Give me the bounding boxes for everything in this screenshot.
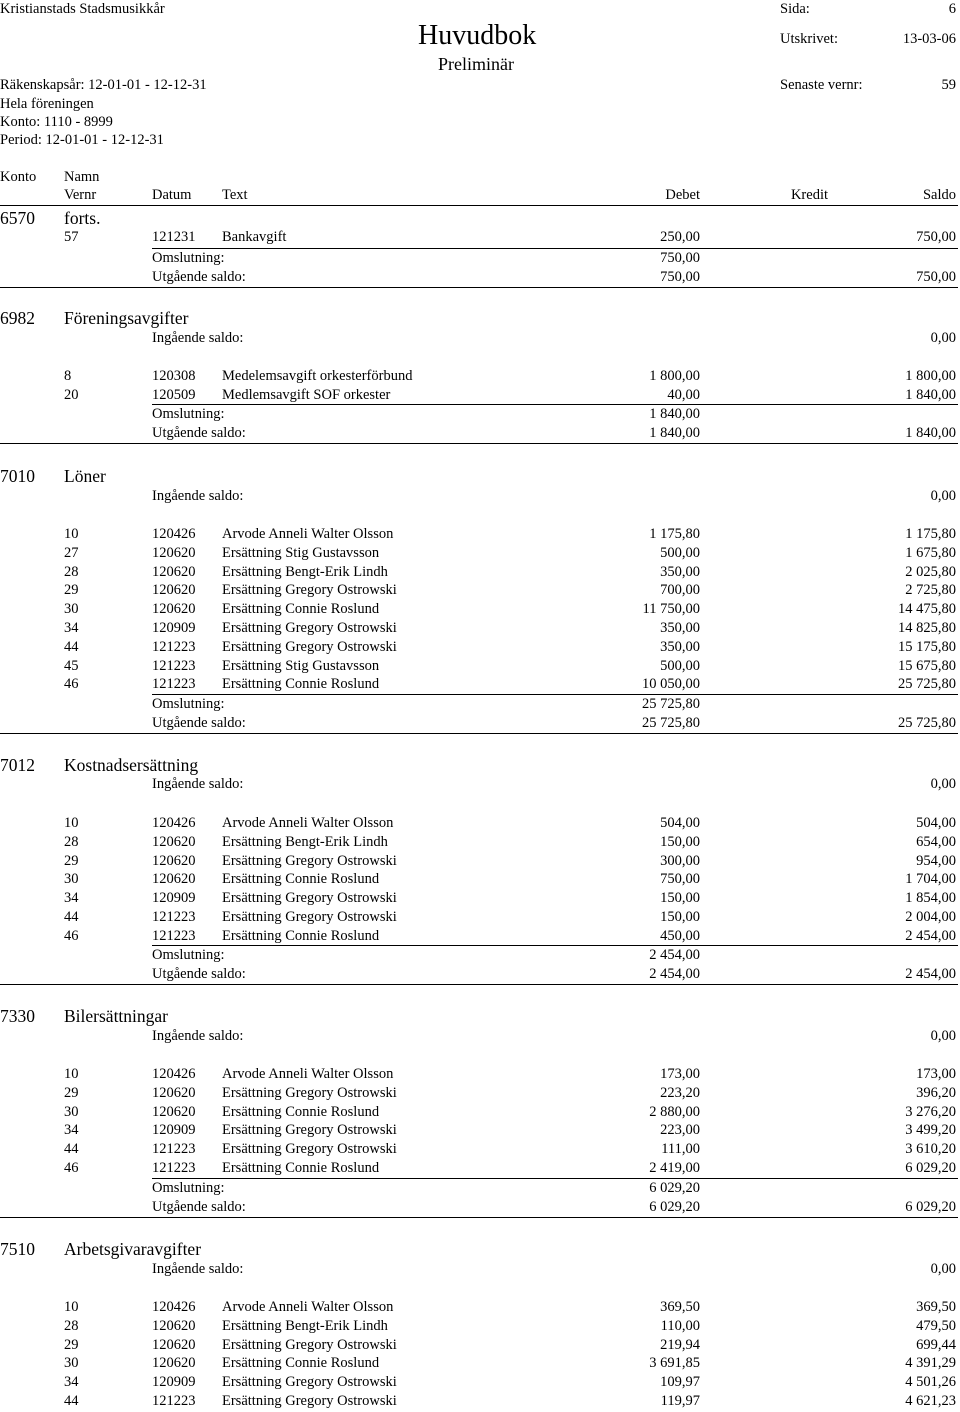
account-number: 6570 xyxy=(0,208,35,228)
row-text: Medlemsavgift SOF orkester xyxy=(222,386,391,403)
row-text: Ersättning Gregory Ostrowski xyxy=(222,1084,397,1101)
senaste-vernr-value: 59 xyxy=(941,77,956,93)
row-vernr: 44 xyxy=(64,909,79,925)
col-vernr: Vernr xyxy=(64,187,97,203)
row-datum: 120620 xyxy=(152,1103,196,1120)
col-kredit: Kredit xyxy=(790,187,828,203)
col-datum: Datum xyxy=(152,187,192,203)
utgaende-debet: 6 029,20 xyxy=(649,1199,700,1215)
row-saldo: 396,20 xyxy=(916,1084,956,1101)
row-datum: 120620 xyxy=(152,852,196,869)
col-debet: Debet xyxy=(665,187,700,203)
ingaende-label: Ingående saldo: xyxy=(152,776,244,792)
row-text: Bankavgift xyxy=(222,229,287,245)
ingaende-saldo: 0,00 xyxy=(930,776,956,792)
row-text: Ersättning Bengt-Erik Lindh xyxy=(222,1317,388,1334)
org-name: Kristianstads Stadsmusikkår xyxy=(0,1,165,17)
section-end-rule xyxy=(0,984,958,985)
row-vernr: 20 xyxy=(64,386,79,403)
row-datum: 120909 xyxy=(152,620,196,636)
row-saldo: 25 725,80 xyxy=(898,676,956,693)
row-vernr: 10 xyxy=(64,526,79,542)
ingaende-label: Ingående saldo: xyxy=(152,1028,244,1044)
row-saldo: 6 029,20 xyxy=(905,1160,956,1176)
omslutning-label: Omslutning: xyxy=(152,250,225,266)
row-datum: 121223 xyxy=(152,657,196,674)
col-saldo: Saldo xyxy=(922,187,956,203)
row-text: Medelemsavgift orkesterförbund xyxy=(222,368,413,384)
rows-end-rule xyxy=(152,404,958,405)
row-datum: 121223 xyxy=(152,1393,196,1409)
row-debet: 2 880,00 xyxy=(649,1103,700,1120)
row-saldo: 15 675,80 xyxy=(898,657,956,674)
row-datum: 121223 xyxy=(152,676,196,693)
row-text: Ersättning Connie Roslund xyxy=(222,927,380,944)
row-text: Ersättning Gregory Ostrowski xyxy=(222,1141,397,1158)
row-saldo: 4 621,23 xyxy=(905,1393,956,1409)
row-text: Arvode Anneli Walter Olsson xyxy=(222,1299,394,1315)
rows-end-rule xyxy=(152,248,958,249)
account-name: Arbetsgivaravgifter xyxy=(64,1239,202,1259)
utgaende-saldo: 25 725,80 xyxy=(898,715,956,731)
utskrivet-label: Utskrivet: xyxy=(780,31,838,47)
header-rule xyxy=(0,205,958,206)
row-datum: 121223 xyxy=(152,1141,196,1158)
row-text: Ersättning Gregory Ostrowski xyxy=(222,1336,397,1353)
row-saldo: 1 800,00 xyxy=(905,368,956,384)
sida-label: Sida: xyxy=(780,1,810,17)
rakenskapsar: Räkenskapsår: 12-01-01 - 12-12-31 xyxy=(0,77,207,93)
row-debet: 350,00 xyxy=(660,620,700,636)
ingaende-label: Ingående saldo: xyxy=(152,330,244,346)
row-debet: 150,00 xyxy=(660,909,700,925)
row-saldo: 750,00 xyxy=(916,229,956,245)
row-vernr: 34 xyxy=(64,1122,79,1139)
account-name: Bilersättningar xyxy=(64,1006,169,1026)
row-text: Arvode Anneli Walter Olsson xyxy=(222,815,394,831)
row-saldo: 1 840,00 xyxy=(905,386,956,403)
row-vernr: 8 xyxy=(64,368,72,384)
row-saldo: 1 854,00 xyxy=(905,890,956,907)
row-saldo: 654,00 xyxy=(916,833,956,850)
ingaende-saldo: 0,00 xyxy=(930,488,956,504)
row-vernr: 46 xyxy=(64,927,79,944)
row-text: Ersättning Bengt-Erik Lindh xyxy=(222,563,388,580)
period: Period: 12-01-01 - 12-12-31 xyxy=(0,132,164,148)
row-vernr: 28 xyxy=(64,563,79,580)
row-text: Ersättning Connie Roslund xyxy=(222,601,380,618)
row-vernr: 30 xyxy=(64,1103,79,1120)
row-saldo: 15 175,80 xyxy=(898,638,956,655)
row-datum: 120620 xyxy=(152,871,196,888)
row-vernr: 28 xyxy=(64,1317,79,1334)
account-number: 6982 xyxy=(0,308,35,328)
utgaende-label: Utgående saldo: xyxy=(152,425,246,441)
row-vernr: 30 xyxy=(64,871,79,888)
row-saldo: 2 025,80 xyxy=(905,563,956,580)
row-vernr: 10 xyxy=(64,1066,79,1082)
row-text: Ersättning Stig Gustavsson xyxy=(222,657,380,674)
section-end-rule xyxy=(0,287,958,288)
row-debet: 150,00 xyxy=(660,833,700,850)
row-debet: 40,00 xyxy=(667,386,700,403)
row-debet: 119,97 xyxy=(660,1393,700,1409)
account-number: 7012 xyxy=(0,755,35,775)
row-vernr: 44 xyxy=(64,638,79,655)
row-vernr: 44 xyxy=(64,1141,79,1158)
row-debet: 1 175,80 xyxy=(649,526,700,542)
row-saldo: 2 725,80 xyxy=(905,582,956,599)
row-datum: 120620 xyxy=(152,833,196,850)
account-number: 7510 xyxy=(0,1239,35,1259)
row-debet: 219,94 xyxy=(660,1336,700,1353)
row-debet: 350,00 xyxy=(660,638,700,655)
row-datum: 121231 xyxy=(152,229,196,245)
row-saldo: 479,50 xyxy=(916,1317,956,1334)
row-vernr: 45 xyxy=(64,657,79,674)
row-datum: 121223 xyxy=(152,1160,196,1176)
row-text: Ersättning Gregory Ostrowski xyxy=(222,909,397,925)
row-vernr: 10 xyxy=(64,815,79,831)
account-number: 7010 xyxy=(0,466,35,486)
ingaende-label: Ingående saldo: xyxy=(152,1261,244,1277)
ingaende-saldo: 0,00 xyxy=(930,1028,956,1044)
row-datum: 120620 xyxy=(152,544,196,561)
row-text: Ersättning Gregory Ostrowski xyxy=(222,1374,397,1391)
omslutning-value: 2 454,00 xyxy=(649,947,700,963)
col-namn: Namn xyxy=(64,169,100,185)
row-debet: 504,00 xyxy=(660,815,700,831)
row-saldo: 14 825,80 xyxy=(898,620,956,636)
row-datum: 120909 xyxy=(152,1122,196,1139)
row-saldo: 3 499,20 xyxy=(905,1122,956,1139)
row-saldo: 14 475,80 xyxy=(898,601,956,618)
row-debet: 350,00 xyxy=(660,563,700,580)
row-vernr: 57 xyxy=(64,229,79,245)
row-saldo: 3 610,20 xyxy=(905,1141,956,1158)
rows-end-rule xyxy=(152,1178,958,1179)
row-debet: 700,00 xyxy=(660,582,700,599)
utgaende-saldo: 1 840,00 xyxy=(905,425,956,441)
row-debet: 500,00 xyxy=(660,657,700,674)
col-konto: Konto xyxy=(0,169,37,185)
row-datum: 121223 xyxy=(152,638,196,655)
row-debet: 110,00 xyxy=(660,1317,700,1334)
row-datum: 121223 xyxy=(152,909,196,925)
row-saldo: 954,00 xyxy=(916,852,956,869)
omslutning-label: Omslutning: xyxy=(152,1180,225,1196)
utgaende-label: Utgående saldo: xyxy=(152,269,246,285)
row-debet: 10 050,00 xyxy=(642,676,700,693)
row-datum: 120426 xyxy=(152,1066,196,1082)
row-debet: 750,00 xyxy=(660,871,700,888)
section-end-rule xyxy=(0,443,958,444)
row-saldo: 4 501,26 xyxy=(905,1374,956,1391)
row-saldo: 1 704,00 xyxy=(905,871,956,888)
report-title: Huvudbok xyxy=(418,20,537,51)
row-debet: 3 691,85 xyxy=(649,1355,700,1372)
utgaende-debet: 25 725,80 xyxy=(642,715,700,731)
row-debet: 111,00 xyxy=(661,1141,700,1158)
row-debet: 109,97 xyxy=(660,1374,700,1391)
row-text: Arvode Anneli Walter Olsson xyxy=(222,526,394,542)
konto-range: Konto: 1110 - 8999 xyxy=(0,114,113,130)
row-debet: 450,00 xyxy=(660,927,700,944)
row-saldo: 504,00 xyxy=(916,815,956,831)
row-vernr: 29 xyxy=(64,582,79,599)
omslutning-value: 25 725,80 xyxy=(642,696,700,712)
row-datum: 120909 xyxy=(152,1374,196,1391)
row-text: Ersättning Gregory Ostrowski xyxy=(222,890,397,907)
row-vernr: 34 xyxy=(64,1374,79,1391)
account-name: forts. xyxy=(64,208,101,228)
omslutning-label: Omslutning: xyxy=(152,696,225,712)
row-text: Ersättning Gregory Ostrowski xyxy=(222,582,397,599)
row-saldo: 2 454,00 xyxy=(905,927,956,944)
row-text: Ersättning Gregory Ostrowski xyxy=(222,1122,397,1139)
forening: Hela föreningen xyxy=(0,96,94,112)
row-vernr: 29 xyxy=(64,1336,79,1353)
row-datum: 121223 xyxy=(152,927,196,944)
ingaende-saldo: 0,00 xyxy=(930,1261,956,1277)
row-vernr: 29 xyxy=(64,1084,79,1101)
row-datum: 120426 xyxy=(152,815,196,831)
account-name: Löner xyxy=(64,466,106,486)
row-datum: 120308 xyxy=(152,368,196,384)
row-text: Arvode Anneli Walter Olsson xyxy=(222,1066,394,1082)
rows-end-rule xyxy=(152,945,958,946)
row-datum: 120620 xyxy=(152,1336,196,1353)
rows-end-rule xyxy=(152,694,958,695)
account-name: Kostnadsersättning xyxy=(64,755,199,775)
row-debet: 223,20 xyxy=(660,1084,700,1101)
row-debet: 150,00 xyxy=(660,890,700,907)
row-text: Ersättning Connie Roslund xyxy=(222,676,380,693)
ingaende-label: Ingående saldo: xyxy=(152,488,244,504)
row-vernr: 27 xyxy=(64,544,79,561)
account-number: 7330 xyxy=(0,1006,35,1026)
row-datum: 120426 xyxy=(152,1299,196,1315)
row-text: Ersättning Connie Roslund xyxy=(222,1160,380,1176)
row-debet: 2 419,00 xyxy=(649,1160,700,1176)
omslutning-label: Omslutning: xyxy=(152,406,225,422)
row-debet: 369,50 xyxy=(660,1299,700,1315)
row-debet: 300,00 xyxy=(660,852,700,869)
row-vernr: 46 xyxy=(64,1160,79,1176)
report-subtitle: Preliminär xyxy=(438,54,514,74)
row-saldo: 3 276,20 xyxy=(905,1103,956,1120)
row-saldo: 2 004,00 xyxy=(905,909,956,925)
section-end-rule xyxy=(0,1217,958,1218)
utgaende-saldo: 2 454,00 xyxy=(905,966,956,982)
row-saldo: 699,44 xyxy=(916,1336,956,1353)
row-text: Ersättning Gregory Ostrowski xyxy=(222,620,397,636)
row-datum: 120620 xyxy=(152,601,196,618)
row-text: Ersättning Gregory Ostrowski xyxy=(222,638,397,655)
row-saldo: 369,50 xyxy=(916,1299,956,1315)
row-debet: 173,00 xyxy=(660,1066,700,1082)
row-text: Ersättning Gregory Ostrowski xyxy=(222,1393,397,1409)
col-text: Text xyxy=(222,187,248,203)
utgaende-debet: 2 454,00 xyxy=(649,966,700,982)
row-vernr: 30 xyxy=(64,1355,79,1372)
row-debet: 1 800,00 xyxy=(649,368,700,384)
utgaende-label: Utgående saldo: xyxy=(152,966,246,982)
row-vernr: 10 xyxy=(64,1299,79,1315)
utgaende-label: Utgående saldo: xyxy=(152,1199,246,1215)
utgaende-debet: 750,00 xyxy=(660,269,700,285)
utgaende-label: Utgående saldo: xyxy=(152,715,246,731)
row-vernr: 29 xyxy=(64,852,79,869)
row-datum: 120426 xyxy=(152,526,196,542)
row-datum: 120620 xyxy=(152,563,196,580)
row-vernr: 44 xyxy=(64,1393,79,1409)
row-saldo: 1 675,80 xyxy=(905,544,956,561)
omslutning-value: 6 029,20 xyxy=(649,1180,700,1196)
row-text: Ersättning Bengt-Erik Lindh xyxy=(222,833,388,850)
row-debet: 250,00 xyxy=(660,229,700,245)
omslutning-value: 1 840,00 xyxy=(649,406,700,422)
row-text: Ersättning Connie Roslund xyxy=(222,871,380,888)
row-datum: 120620 xyxy=(152,1084,196,1101)
row-datum: 120509 xyxy=(152,386,196,403)
omslutning-value: 750,00 xyxy=(660,250,700,266)
row-datum: 120620 xyxy=(152,1317,196,1334)
account-name: Föreningsavgifter xyxy=(64,308,189,328)
senaste-vernr-label: Senaste vernr: xyxy=(780,77,863,93)
row-vernr: 28 xyxy=(64,833,79,850)
row-saldo: 4 391,29 xyxy=(905,1355,956,1372)
row-debet: 500,00 xyxy=(660,544,700,561)
row-text: Ersättning Connie Roslund xyxy=(222,1355,380,1372)
row-datum: 120909 xyxy=(152,890,196,907)
row-datum: 120620 xyxy=(152,1355,196,1372)
row-text: Ersättning Connie Roslund xyxy=(222,1103,380,1120)
row-vernr: 34 xyxy=(64,890,79,907)
row-vernr: 30 xyxy=(64,601,79,618)
row-text: Ersättning Gregory Ostrowski xyxy=(222,852,397,869)
row-datum: 120620 xyxy=(152,582,196,599)
utgaende-saldo: 6 029,20 xyxy=(905,1199,956,1215)
ingaende-saldo: 0,00 xyxy=(930,330,956,346)
row-vernr: 46 xyxy=(64,676,79,693)
row-saldo: 173,00 xyxy=(916,1066,956,1082)
section-end-rule xyxy=(0,733,958,734)
omslutning-label: Omslutning: xyxy=(152,947,225,963)
row-debet: 11 750,00 xyxy=(642,601,700,618)
utgaende-debet: 1 840,00 xyxy=(649,425,700,441)
row-text: Ersättning Stig Gustavsson xyxy=(222,544,380,561)
row-debet: 223,00 xyxy=(660,1122,700,1139)
utskrivet-value: 13-03-06 xyxy=(902,31,956,47)
row-vernr: 34 xyxy=(64,620,79,636)
row-saldo: 1 175,80 xyxy=(905,526,956,542)
sida-value: 6 xyxy=(948,1,956,17)
utgaende-saldo: 750,00 xyxy=(916,269,956,285)
